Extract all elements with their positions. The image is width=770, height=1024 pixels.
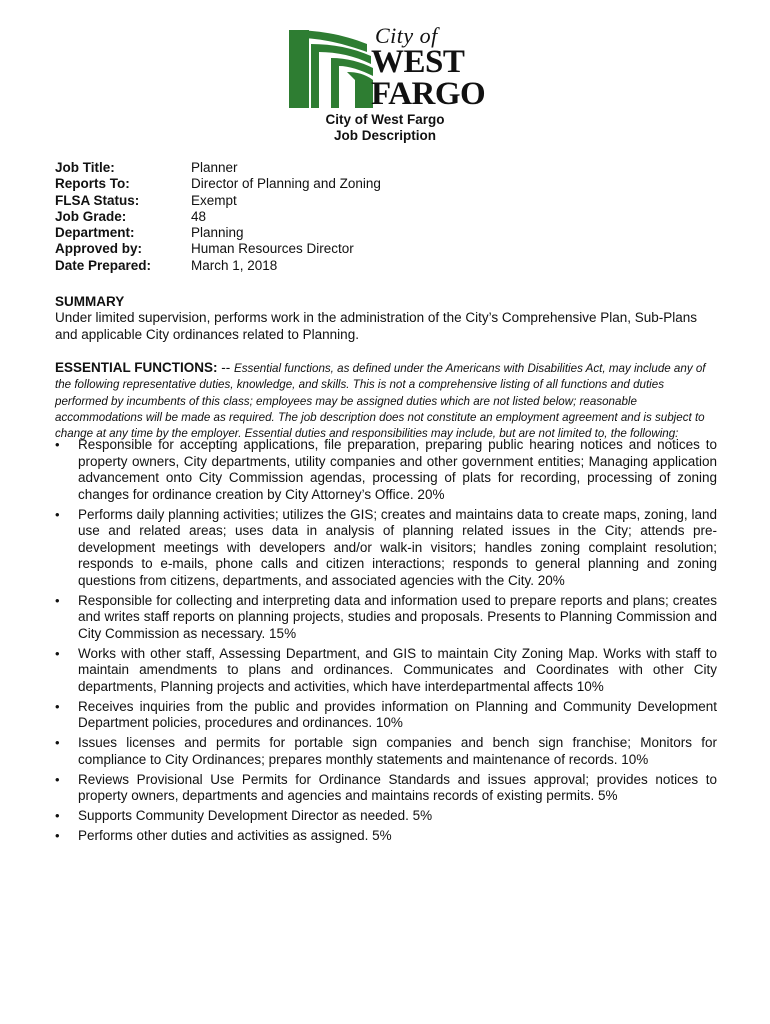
bullet-icon: • (55, 645, 60, 661)
list-item (55, 593, 717, 643)
info-label: Date Prepared: (55, 257, 152, 273)
info-value: Planner (191, 160, 238, 175)
essential-intro: Essential functions, as defined under the Americans with Disabilities Act, may include any of the following representative duties, knowledge, and skills. This is not a comprehensive listing of all functions and duties performed by incumbents of this class; employees may be assigned duties which are not listed below; reasonable accommodations will be made as required. The job description does not constitute an employment agreement and is subject to change at any time by the employer. Essential duties and responsibilities may include, but are not limited to, the following: (55, 362, 706, 441)
list-item (55, 646, 717, 696)
summary-heading: SUMMARY (55, 294, 125, 309)
info-row (55, 258, 381, 274)
info-label: Department: (55, 225, 135, 241)
info-row (55, 209, 381, 225)
logo-west: WEST (371, 44, 465, 80)
info-row (55, 241, 381, 257)
bullet-icon: • (55, 592, 60, 608)
duty-text: Responsible for accepting applications, file preparation, preparing public hearing notices and notices to property owners, City departments, utility companies and other government entities; Managing application advancement onto City Commission agendas, processing of plats for recording, processing of zoning changes for ordinance creation by City Attorney’s Office. 20% (78, 437, 717, 502)
essential-heading: ESSENTIAL FUNCTIONS: (55, 360, 218, 375)
list-item (55, 828, 717, 845)
info-value: Director of Planning and Zoning (191, 176, 381, 192)
bullet-icon: • (55, 735, 60, 750)
info-label: Reports To: (55, 176, 130, 192)
info-row (55, 176, 381, 192)
duty-text: Performs daily planning activities; utilizes the GIS; creates and maintains data to create maps, zoning, land use and related areas; uses data in analysis of planning related issues in the City; attends pre-development meetings with developers and/or walk-in visitors; handles zoning complaint resolution; responds to e-mails, phone calls and citizen interactions; responds to general planning and zoning questions from citizens, departments, and associated agencies with the City. 20% (78, 506, 717, 588)
list-item (55, 507, 717, 590)
info-row (55, 160, 381, 176)
bullet-icon: • (55, 698, 60, 714)
duty-text: Works with other staff, Assessing Department, and GIS to maintain City Zoning Map. Works with staff to maintain amendments to plans and ordinances. Communicates and Coordinates with other City departments, Planning projects and activities, which have interdepartmental affects 10% (78, 645, 717, 694)
info-value: Exempt (191, 192, 237, 208)
summary-text: Under limited supervision, performs work in the administration of the City’s Comprehensive Plan, Sub-Plans and applicable City ordinances related to Planning. (55, 310, 698, 342)
list-item (55, 699, 717, 732)
bullet-icon: • (55, 828, 60, 843)
bullet-icon: • (55, 771, 60, 787)
duty-text: Supports Community Development Director as needed. 5% (78, 808, 433, 823)
list-item (55, 808, 717, 825)
document-title (0, 112, 770, 144)
list-item (55, 735, 717, 768)
info-value: Human Resources Director (191, 241, 354, 257)
info-label: Job Title: (55, 160, 115, 175)
summary-section (55, 294, 717, 343)
duty-text: Receives inquiries from the public and provides information on Planning and Community Development Department policies, procedures and ordinances. 10% (78, 698, 717, 730)
info-row (55, 193, 381, 209)
info-label: Job Grade: (55, 208, 127, 224)
essential-dash: -- (217, 360, 235, 375)
info-label: Approved by: (55, 241, 143, 257)
info-label: FLSA Status: (55, 192, 140, 208)
bullet-icon: • (55, 437, 60, 452)
duties-list (55, 437, 717, 848)
org-name: City of West Fargo (325, 112, 445, 127)
duty-text: Issues licenses and permits for portable sign companies and bench sign franchise; Monitors for compliance to City Ordinances; prepares monthly statements and maintenance of records. 10% (78, 735, 717, 767)
bullet-icon: • (55, 808, 60, 823)
duty-text: Reviews Provisional Use Permits for Ordinance Standards and issues approval; provides notices to property owners, departments and agencies and maintains records of existing permits. 5% (78, 771, 717, 803)
logo-fargo: FARGO (371, 76, 486, 112)
doc-type: Job Description (333, 128, 436, 143)
duty-text: Performs other duties and activities as assigned. 5% (78, 828, 392, 843)
info-value: Planning (191, 225, 244, 241)
job-info-table (55, 160, 381, 274)
info-value: March 1, 2018 (191, 257, 278, 273)
info-row (55, 225, 381, 241)
logo-city-of: City of (375, 23, 438, 48)
bullet-icon: • (55, 506, 60, 522)
list-item (55, 772, 717, 805)
duty-text: Responsible for collecting and interpreting data and information used to prepare reports and plans; creates and writes staff reports on planning projects, studies and proposals. Presents to Planning Commission and City Commission as necessary. 15% (78, 592, 717, 641)
essential-functions-section (55, 360, 717, 441)
list-item (55, 437, 717, 503)
info-value: 48 (191, 208, 207, 224)
